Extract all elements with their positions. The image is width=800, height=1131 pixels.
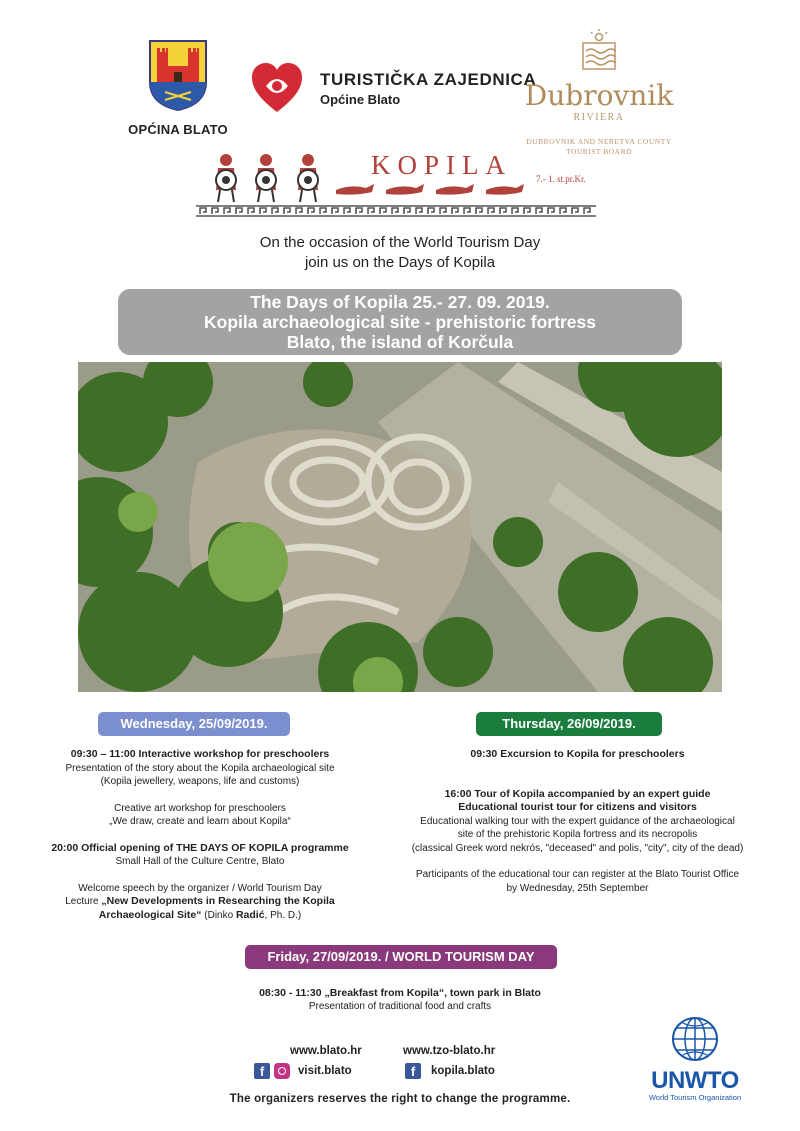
fri-breakfast-desc: Presentation of traditional food and crafts [308, 1001, 492, 1012]
website-tzo-link[interactable]: www.tzo-blato.hr [403, 1045, 496, 1057]
thu-tour-desc-1: Educational walking tour with the expert guidance of the archaeological [420, 815, 735, 827]
county-line-1: DUBROVNIK AND NERETVA COUNTY [526, 137, 672, 146]
dubrovnik-riviera-logo [514, 28, 684, 157]
headline-box [118, 289, 682, 355]
wed-workshop-desc-1: Presentation of the story about the Kopila archaeological site [65, 762, 335, 774]
kopila-banner [196, 150, 596, 218]
kopila-period: 7.- 1. st.pr.Kr. [536, 174, 586, 184]
disclaimer: The organizers reserves the right to change the programme. [229, 1093, 571, 1105]
globe-icon [667, 1016, 723, 1062]
wed-opening-heading: 20:00 Official opening of THE DAYS OF KOPILA programme [51, 841, 349, 854]
wed-lecture-line-2 [20, 909, 380, 923]
social-handle-2: kopila.blato [431, 1065, 495, 1077]
wed-art-workshop-1: Creative art workshop for preschoolers [114, 802, 286, 814]
wed-workshop-desc-2: (Kopila jewellery, weapons, life and customs) [100, 776, 300, 787]
lecturer-suffix: , Ph. D.) [264, 909, 302, 921]
dubrovnik-name: Dubrovnik [524, 79, 674, 112]
sun-sea-icon [576, 28, 622, 72]
aerial-site-photo [78, 362, 722, 692]
warrior-figure-1 [216, 154, 236, 202]
lecture-prefix: Lecture [65, 896, 102, 907]
blato-coat-of-arms-icon [147, 38, 209, 112]
intro-line-2: join us on the Days of Kopila [304, 254, 496, 271]
facebook-icon: f [405, 1063, 421, 1079]
headline-line-3: Blato, the island of Korčula [286, 332, 514, 352]
thu-tour-heading-1: 16:00 Tour of Kopila accompanied by an expert guide [444, 787, 711, 800]
social-visit-blato[interactable] [254, 1063, 352, 1079]
unwto-name: UNWTO [651, 1067, 739, 1094]
intro-line-1: On the occasion of the World Tourism Day [259, 234, 541, 251]
tourist-board-logo [250, 62, 536, 114]
wednesday-badge: Wednesday, 25/09/2019. [98, 712, 290, 736]
tz-subtitle: Općine Blato [320, 91, 401, 107]
friday-program [200, 986, 600, 1014]
fri-breakfast-heading: 08:30 - 11:30 „Breakfast from Kopila“, town park in Blato [259, 987, 541, 999]
lecturer-name: Radić [235, 908, 265, 921]
tz-title: TURISTIČKA ZAJEDNICA [320, 69, 537, 89]
lecture-title-2: Archaeological Site“ [98, 908, 202, 921]
thu-tour-desc-2: site of the prehistoric Kopila fortress and its necropolis [457, 829, 698, 840]
intro-text [0, 233, 800, 273]
unwto-org: World Tourism Organization [648, 1093, 742, 1102]
lecturer-prefix: (Dinko [201, 909, 236, 921]
thursday-program [405, 748, 750, 895]
headline-line-1: The Days of Kopila 25.- 27. 09. 2019. [250, 292, 550, 312]
instagram-icon [274, 1063, 290, 1079]
wed-workshop-heading: 09:30 – 11:00 Interactive workshop for preschoolers [70, 748, 330, 760]
thursday-badge: Thursday, 26/09/2019. [476, 712, 662, 736]
thu-tour-heading-2: Educational tourist tour for citizens and visitors [458, 801, 697, 813]
thu-excursion-heading: 09:30 Excursion to Kopila for preschoolers [470, 748, 685, 760]
thu-register-2: by Wednesday, 25th September [506, 882, 649, 894]
kopila-title: KOPILA [371, 150, 512, 180]
county-line-2: TOURIST BOARD [565, 147, 633, 156]
riviera-label: RIVIERA [573, 112, 625, 123]
thu-tour-desc-3: (classical Greek word nekrós, "deceased" and polis, "city", city of the dead) [411, 842, 744, 854]
lecture-title-1: „New Developments in Researching the Kopila [101, 895, 335, 907]
social-handle-1: visit.blato [298, 1065, 352, 1077]
facebook-icon: f [254, 1063, 270, 1079]
warrior-figure-2 [256, 154, 276, 202]
wed-lecture-line-1 [20, 895, 380, 909]
friday-badge: Friday, 27/09/2019. / WORLD TOURISM DAY [245, 945, 557, 969]
wed-welcome-speech: Welcome speech by the organizer / World Tourism Day [78, 882, 322, 894]
wed-opening-venue: Small Hall of the Culture Centre, Blato [115, 856, 285, 867]
social-kopila-blato[interactable] [405, 1063, 495, 1079]
wed-art-workshop-2: „We draw, create and learn about Kopila“ [109, 816, 291, 827]
unwto-logo [640, 1016, 750, 1102]
warrior-figure-3 [298, 154, 318, 202]
wednesday-program [20, 748, 380, 922]
headline-line-2: Kopila archaeological site - prehistoric fortress [204, 312, 596, 332]
website-blato-link[interactable]: www.blato.hr [290, 1045, 362, 1057]
opcina-blato-logo [128, 38, 228, 137]
thu-register-1: Participants of the educational tour can register at the Blato Tourist Office [415, 869, 740, 880]
blato-caption: OPĆINA BLATO [128, 122, 228, 137]
heart-icon [250, 62, 304, 114]
